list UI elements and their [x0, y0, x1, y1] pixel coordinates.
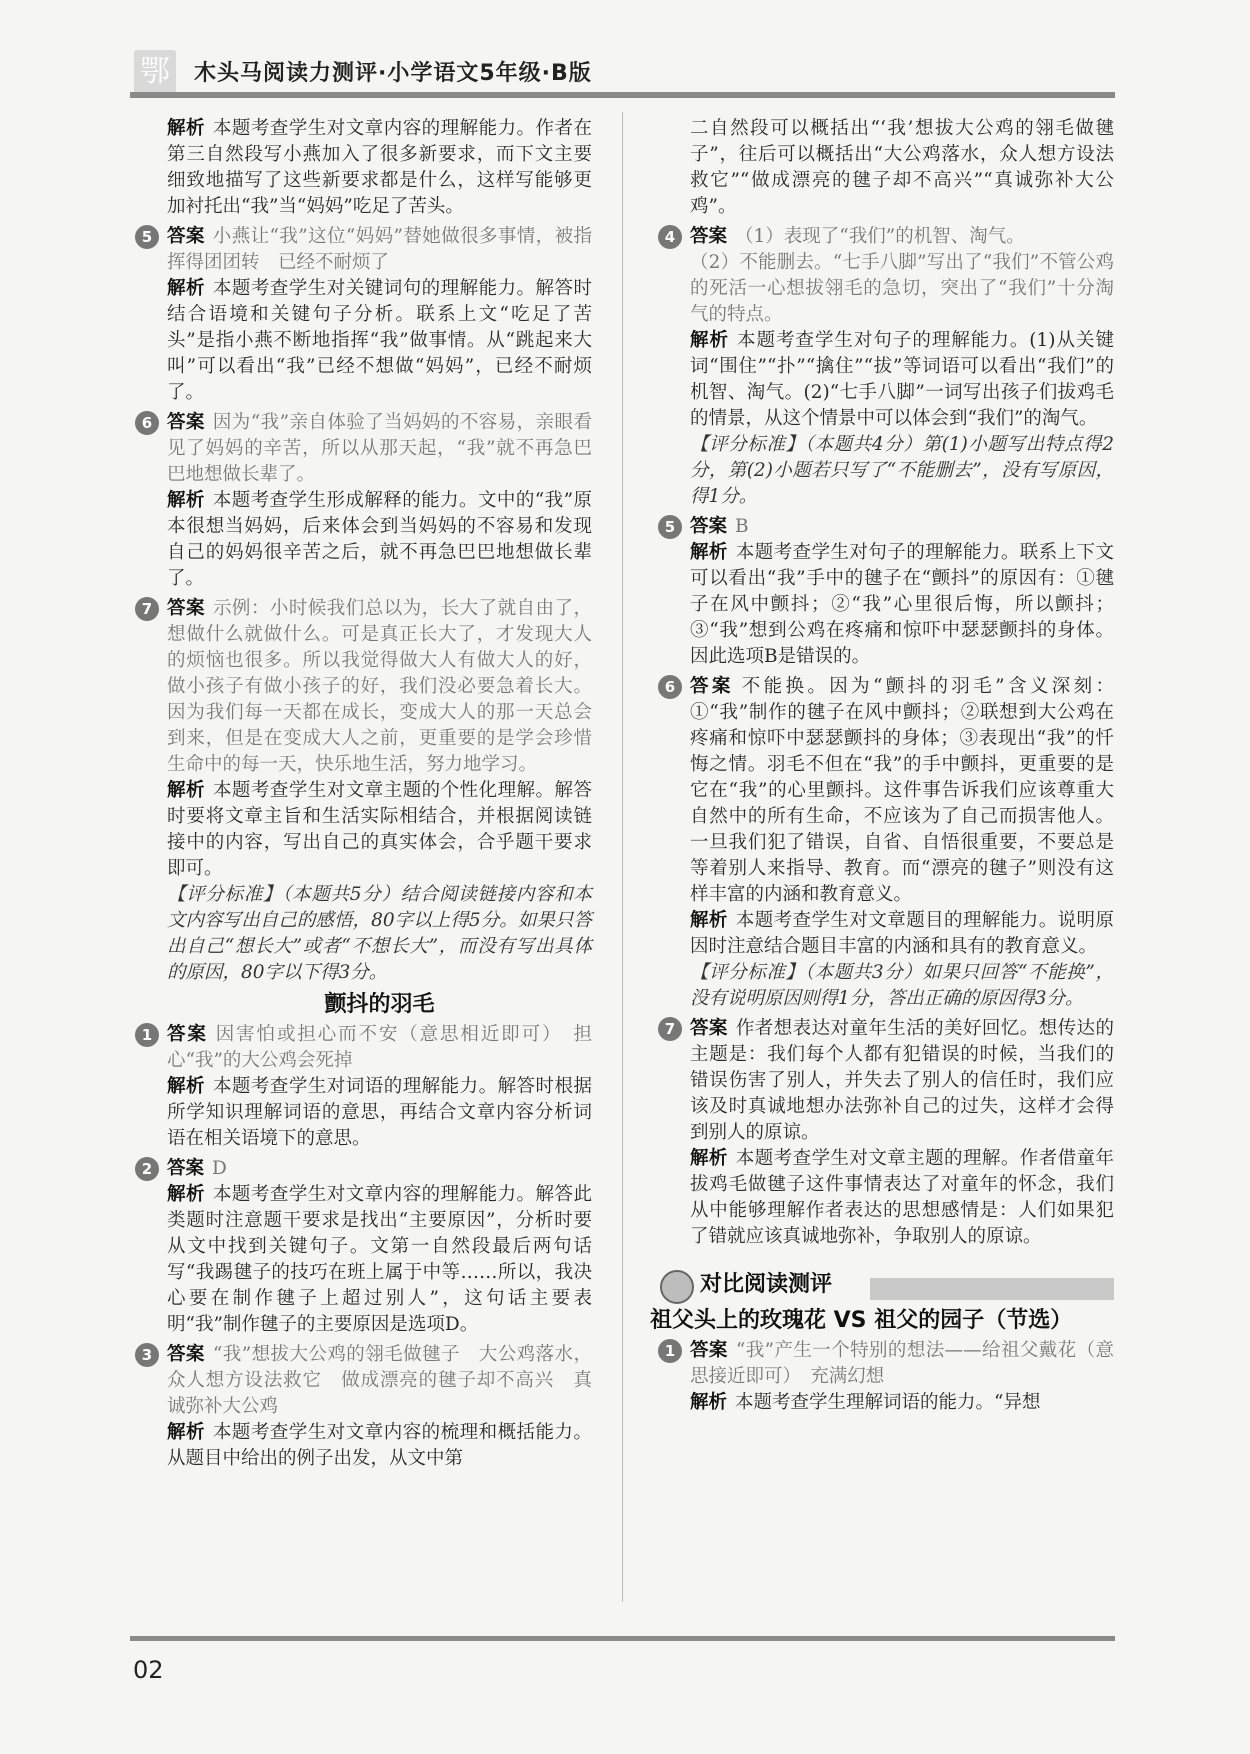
question-7: 7 答案 示例：小时候我们总以为，长大了就自由了，想做什么就做什么。可是真正长大了，才发现大人的烦恼也很多。所以我觉得做大人有做大人的好，做小孩子有做小孩子的好，我们没必要急着长大。因为我们每一天都在成长，变成大人的那一天总会到来，但是在变成大人之前，更重要的是学会珍惜生命中的每一天，快乐地生活，努力地学习。 解析 本题考查学生对文章主题的个性化理解。解答时要将文章主旨和生活实际相结合，并根据阅读链接中的内容，写出自己的真实体会，合乎题干要求即可。 【评分标准】（本题共5分）结合阅读链接内容和本文内容写出自己的感悟，80字以上得5分。如果只答出自己“想长大”或者“不想长大”，而没有写出具体的原因，80字以下得3分。: [167, 596, 592, 986]
explanation-text: 本题考查学生对文章内容的理解能力。解答此类题时注意题干要求是找出“主要原因”，分析时要从文中找到关键句子。文第一自然段最后两句话写“我踢毽子的技巧在班上属于中等……所以，我决心要在制作毽子上超过别人”，这句话主要表明“我”制作毽子的主要原因是选项D。: [167, 1184, 592, 1335]
question-number-badge: 3: [135, 1343, 159, 1367]
explanation-text: 本题考查学生对文章主题的个性化理解。解答时要将文章主旨和生活实际相结合，并根据阅读链接中的内容，写出自己的真实体会，合乎题干要求即可。: [167, 780, 592, 879]
explanation-text: 本题考查学生对文章内容的梳理和概括能力。从题目中给出的例子出发，从文中第: [167, 1422, 592, 1469]
intro-explanation: 解析 本题考查学生对文章内容的理解能力。作者在第三自然段写小燕加入了很多新要求，而下文主要细致地描写了这些新要求都是什么，这样写能够更加衬托出“我”当“妈妈”吃足了苦头。: [167, 118, 592, 217]
question-number-badge: 6: [135, 411, 159, 435]
region-logo: 鄂: [134, 50, 176, 94]
section-question-6: 6 答案 不能换。因为“颤抖的羽毛”含义深刻：①“我”制作的毽子在风中颤抖；②联想到大公鸡在疼痛和惊吓中瑟瑟颤抖的身体；③表现出“我”的忏悔之情。羽毛不但在“我”的手中颤抖，更重要的是它在“我”的心里颤抖。这件事告诉我们应该尊重大自然中的所有生命，不应该为了自己而损害他人。一旦我们犯了错误，自省、自悟很重要，不要总是等着别人来指导、教育。而“漂亮的毽子”则没有这样丰富的内涵和教育意义。 解析 本题考查学生对文章题目的理解能力。说明原因时注意结合题目丰富的内涵和具有的教育意义。 【评分标准】（本题共3分）如果只回答“不能换”，没有说明原因则得1分，答出正确的原因得3分。: [690, 674, 1114, 1012]
scoring-standard: 【评分标准】（本题共3分）如果只回答“不能换”，没有说明原因则得1分，答出正确的原因得3分。: [690, 962, 1114, 1009]
compare-title: 祖父头上的玫瑰花 VS 祖父的园子（节选）: [650, 1308, 1073, 1333]
explanation-text: 本题考查学生形成解释的能力。文中的“我”原本很想当妈妈，后来体会到当妈妈的不容易和发现自己的妈妈很辛苦之后，就不再急巴巴地想做长辈了。: [167, 490, 592, 589]
question-number-badge: 2: [135, 1157, 159, 1181]
question-number-badge: 4: [658, 225, 682, 249]
section-question-2: 2 答案 D 解析 本题考查学生对文章内容的理解能力。解答此类题时注意题干要求是找出“主要原因”，分析时要从文中找到关键句子。文第一自然段最后两句话写“我踢毽子的技巧在班上属于中等……所以，我决心要在制作毽子上超过别人”，这句话主要表明“我”制作毽子的主要原因是选项D。: [167, 1156, 592, 1338]
section-question-3: 3 答案 “我”想拔大公鸡的翎毛做毽子 大公鸡落水，众人想方设法救它 做成漂亮的毽子却不高兴 真诚弥补大公鸡 解析 本题考查学生对文章内容的梳理和概括能力。从题目中给出的例子出发，从文中第: [167, 1342, 592, 1472]
explanation-text: 本题考查学生对文章主题的理解。作者借童年拔鸡毛做毽子这件事情表达了对童年的怀念，我们从中能够理解作者表达的思想感情是：人们如果犯了错就应该真诚地弥补，争取别人的原谅。: [690, 1148, 1114, 1247]
left-column: [141, 116, 592, 1472]
explanation-text: 本题考查学生对句子的理解能力。联系上下文可以看出“我”手中的毽子在“颤抖”的原因有：①毽子在风中颤抖；②“我”心里很后悔，所以颤抖；③“我”想到公鸡在疼痛和惊吓中瑟瑟颤抖的身体。因此选项B是错误的。: [690, 542, 1114, 667]
header-bar: [870, 1278, 1114, 1300]
answer-text: 因为“我”亲自体验了当妈妈的不容易，亲眼看见了妈妈的辛苦，所以从那天起，“我”就不再急巴巴地想做长辈了。: [167, 412, 592, 485]
explanation-text: 本题考查学生理解词语的能力。“异想: [735, 1392, 1041, 1413]
explanation-text: 本题考查学生对词语的理解能力。解答时根据所学知识理解词语的意思，再结合文章内容分析词语在相关语境下的意思。: [167, 1076, 592, 1149]
section-question-1: 1 答案 因害怕或担心而不安（意思相近即可） 担心“我”的大公鸡会死掉 解析 本题考查学生对词语的理解能力。解答时根据所学知识理解词语的意思，再结合文章内容分析词语在相关语境下的意思。: [167, 1022, 592, 1152]
compare-reading-header: [690, 1268, 1114, 1308]
explanation-text: 本题考查学生对句子的理解能力。(1)从关键词“围住”“扑”“擒住”“拔”等词语可以看出“我们”的机智、淘气。(2)“七手八脚”一词写出孩子们拔鸡毛的情景，从这个情景中可以体会到“我们”的淘气。: [690, 330, 1114, 429]
question-number-badge: 1: [135, 1023, 159, 1047]
question-number-badge: 7: [135, 597, 159, 621]
answer-text: 作者想表达对童年生活的美好回忆。想传达的主题是：我们每个人都有犯错误的时候，当我们的错误伤害了别人，并失去了别人的信任时，我们应该及时真诚地想办法弥补自己的过失，这样才会得到别人的原谅。: [690, 1018, 1114, 1143]
page-number: 02: [133, 1656, 164, 1684]
answer-text: （1）表现了“我们”的机智、淘气。: [735, 226, 1025, 247]
answer-text: D: [212, 1158, 227, 1179]
question-number-badge: 5: [135, 225, 159, 249]
section-question-5: 5 答案 B 解析 本题考查学生对句子的理解能力。联系上下文可以看出“我”手中的毽子在“颤抖”的原因有：①毽子在风中颤抖；②“我”心里很后悔，所以颤抖；③“我”想到公鸡在疼痛和惊吓中瑟瑟颤抖的身体。因此选项B是错误的。: [690, 514, 1114, 670]
explanation-text: 本题考查学生对文章题目的理解能力。说明原因时注意结合题目丰富的内涵和具有的教育意义。: [690, 910, 1114, 957]
scoring-standard: 【评分标准】（本题共4分）第(1)小题写出特点得2分，第(2)小题若只写了“不能删去”，没有写原因，得1分。: [690, 434, 1114, 507]
continued-explanation: 二自然段可以概括出“‘我’想拔大公鸡的翎毛做毽子”，往后可以概括出“大公鸡落水，众人想方设法救它”“做成漂亮的毽子却不高兴”“真诚弥补大公鸡”。: [690, 118, 1114, 217]
reader-icon: [660, 1270, 694, 1304]
answer-text: “我”产生一个特别的想法——给祖父戴花（意思接近即可） 充满幻想: [690, 1340, 1114, 1387]
answer-text: 因害怕或担心而不安（意思相近即可） 担心“我”的大公鸡会死掉: [167, 1024, 592, 1071]
section-question-7: 7 答案 作者想表达对童年生活的美好回忆。想传达的主题是：我们每个人都有犯错误的时候，当我们的错误伤害了别人，并失去了别人的信任时，我们应该及时真诚地想办法弥补自己的过失，这样才会得到别人的原谅。 解析 本题考查学生对文章主题的理解。作者借童年拔鸡毛做毽子这件事情表达了对童年的怀念，我们从中能够理解作者表达的思想感情是：人们如果犯了错就应该真诚地弥补，争取别人的原谅。: [690, 1016, 1114, 1250]
column-divider: [622, 112, 623, 1602]
section-question-4: 4 答案 （1）表现了“我们”的机智、淘气。 （2）不能删去。“七手八脚”写出了“我们”不管公鸡的死活一心想拔翎毛的急切，突出了“我们”十分淘气的特点。 解析 本题考查学生对句子的理解能力。(1)从关键词“围住”“扑”“擒住”“拔”等词语可以看出“我们”的机智、淘气。(2)“七手八脚”一词写出孩子们拔鸡毛的情景，从这个情景中可以体会到“我们”的淘气。 【评分标准】（本题共4分）第(1)小题写出特点得2分，第(2)小题若只写了“不能删去”，没有写原因，得1分。: [690, 224, 1114, 510]
header-rule: [130, 92, 1115, 98]
question-number-badge: 6: [658, 675, 682, 699]
answer-text: 小燕让“我”这位“妈妈”替她做很多事情，被指挥得团团转 已经不耐烦了: [167, 226, 592, 273]
compare-question-1: 1 答案 “我”产生一个特别的想法——给祖父戴花（意思接近即可） 充满幻想 解析 本题考查学生理解词语的能力。“异想: [690, 1338, 1114, 1416]
question-5: 5 答案 小燕让“我”这位“妈妈”替她做很多事情，被指挥得团团转 已经不耐烦了 解析 本题考查学生对关键词句的理解能力。解答时结合语境和关键句子分析。联系上文“吃足了苦头”是指小燕不断地指挥“我”做事情。从“跳起来大叫”可以看出“我”已经不想做“妈妈”，已经不耐烦了。: [167, 224, 592, 406]
right-column: [650, 116, 1114, 1416]
answer-text: B: [735, 516, 749, 537]
question-6: 6 答案 因为“我”亲自体验了当妈妈的不容易，亲眼看见了妈妈的辛苦，所以从那天起，“我”就不再急巴巴地想做长辈了。 解析 本题考查学生形成解释的能力。文中的“我”原本很想当妈妈，后来体会到当妈妈的不容易和发现自己的妈妈很辛苦之后，就不再急巴巴地想做长辈了。: [167, 410, 592, 592]
compare-reading-label: 对比阅读测评: [700, 1272, 833, 1297]
scoring-standard: 【评分标准】（本题共5分）结合阅读链接内容和本文内容写出自己的感悟，80字以上得5分。如果只答出自己“想长大”或者“不想长大”，而没有写出具体的原因，80字以下得3分。: [167, 884, 592, 983]
page-header: [130, 50, 1115, 98]
explanation-text: 本题考查学生对关键词句的理解能力。解答时结合语境和关键句子分析。联系上文“吃足了苦头”是指小燕不断地指挥“我”做事情。从“跳起来大叫”可以看出“我”已经不想做“妈妈”，已经不耐烦了。: [167, 278, 592, 403]
book-title: 木头马阅读力测评·小学语文5年级·B版: [194, 61, 592, 86]
answer-text: 不能换。因为“颤抖的羽毛”含义深刻：①“我”制作的毽子在风中颤抖；②联想到大公鸡在疼痛和惊吓中瑟瑟颤抖的身体；③表现出“我”的忏悔之情。羽毛不但在“我”的手中颤抖，更重要的是它在“我”的心里颤抖。这件事告诉我们应该尊重大自然中的所有生命，不应该为了自己而损害他人。一旦我们犯了错误，自省、自悟很重要，不要总是等着别人来指导、教育。而“漂亮的毽子”则没有这样丰富的内涵和教育意义。: [690, 676, 1114, 905]
answer-text: 示例：小时候我们总以为，长大了就自由了，想做什么就做什么。可是真正长大了，才发现大人的烦恼也很多。所以我觉得做大人有做大人的好，做小孩子有做小孩子的好，我们没必要急着长大。因为我们每一天都在成长，变成大人的那一天总会到来，但是在变成大人之前，更重要的是学会珍惜生命中的每一天，快乐地生活，努力地学习。: [167, 598, 592, 775]
footer-rule: [130, 1636, 1115, 1641]
question-number-badge: 7: [658, 1017, 682, 1041]
answer-text-part-2: （2）不能删去。“七手八脚”写出了“我们”不管公鸡的死活一心想拔翎毛的急切，突出了“我们”十分淘气的特点。: [690, 252, 1114, 325]
section-title: 颤抖的羽毛: [324, 992, 435, 1017]
answer-text: “我”想拔大公鸡的翎毛做毽子 大公鸡落水，众人想方设法救它 做成漂亮的毽子却不高兴 真诚弥补大公鸡: [167, 1344, 592, 1417]
question-number-badge: 1: [658, 1339, 682, 1363]
question-number-badge: 5: [658, 515, 682, 539]
